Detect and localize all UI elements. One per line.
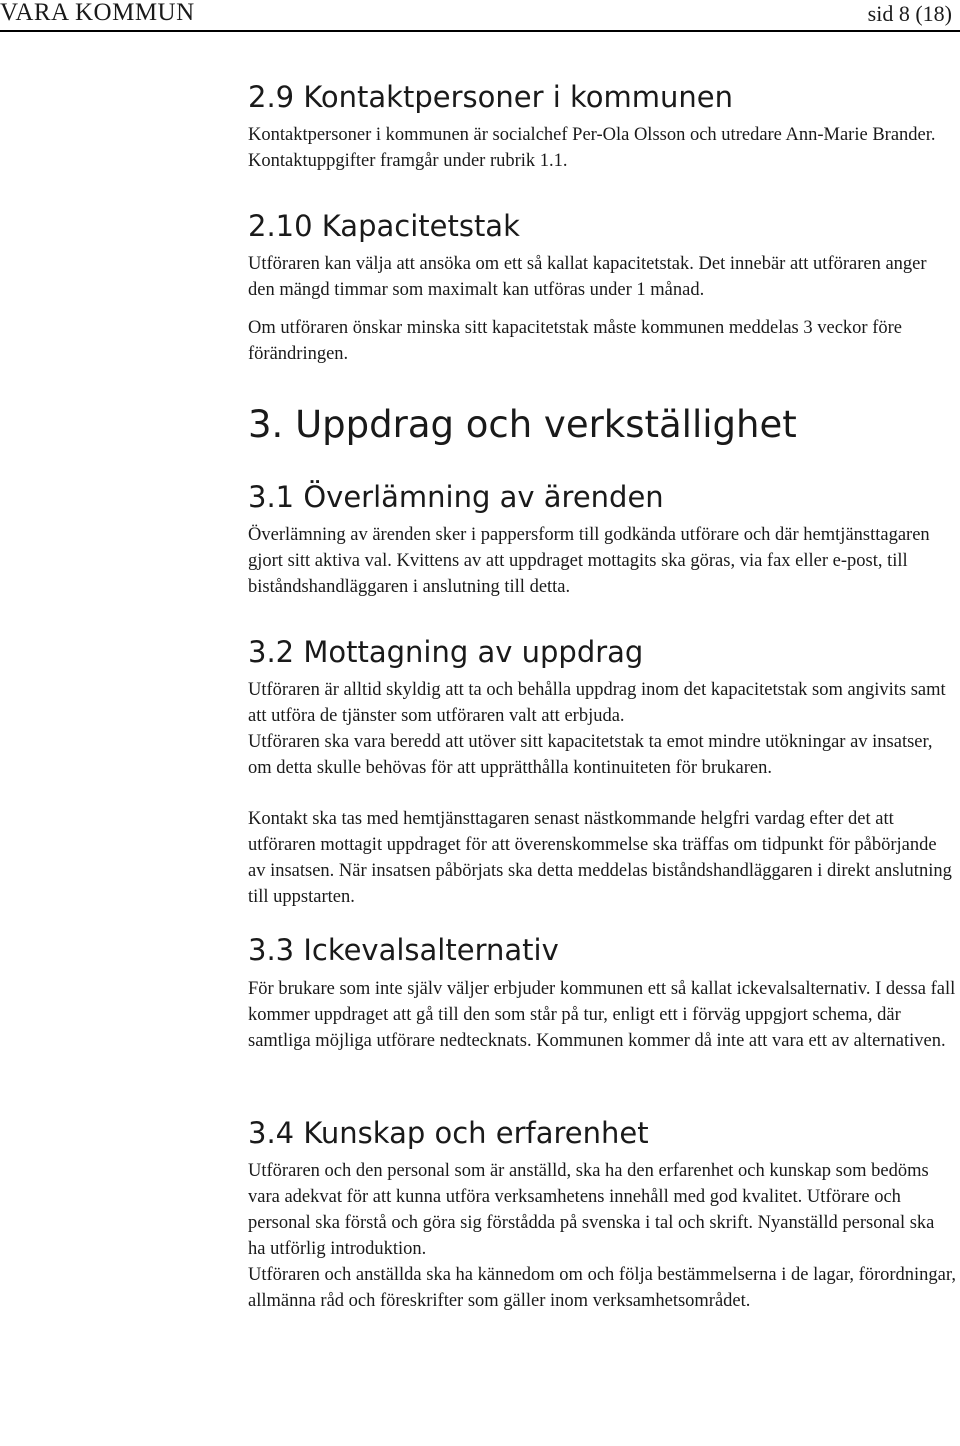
section-2-10-paragraph-1: Utföraren kan välja att ansöka om ett så kallat kapacitetstak. Det innebär att utföraren anger den mängd timmar som maximalt kan utföras under 1 månad. <box>248 254 927 300</box>
section-3-4-paragraph-1: Utföraren och den personal som är anställd, ska ha den erfarenhet och kunskap som bedöms vara adekvat för att kunna utföra verksamhetens innehåll med god kvalitet. Utförare och personal ska förstå och göra sig förstådda på svenska i tal och skrift. Nyanställd personal ska ha utförlig introduktion. <box>248 1161 935 1259</box>
section-heading-3-2: 3.2 Mottagning av uppdrag <box>248 635 644 669</box>
section-2-10-paragraph-2: Om utföraren önskar minska sitt kapacitetstak måste kommunen meddelas 3 veckor före förändringen. <box>248 318 902 364</box>
chapter-heading-3: 3. Uppdrag och verkställighet <box>248 403 797 446</box>
section-3-2-paragraph-2: Utföraren ska vara beredd att utöver sitt kapacitetstak ta emot mindre utökningar av insatser, om detta skulle behövas för att upprätthålla kontinuiteten för brukaren. <box>248 732 933 778</box>
section-3-2-paragraph-3: Kontakt ska tas med hemtjänsttagaren senast nästkommande helgfri vardag efter det att utföraren mottagit uppdraget för att överenskommelse ska träffas om tidpunkt för påbörjande av insatsen. När insatsen påbörjats ska detta meddelas biståndshandläggaren i direkt anslutning till uppstarten. <box>248 809 952 907</box>
section-3-3-paragraph: För brukare som inte själv väljer erbjuder kommunen ett så kallat ickevalsalternativ. I dessa fall kommer uppdraget att gå till den som står på tur, enligt ett i förväg uppgjort schema, där samtliga möjliga utförare nedtecknats. Kommunen kommer då inte att vara ett av alternativen. <box>248 979 956 1051</box>
section-3-4-paragraph-2: Utföraren och anställda ska ha kännedom om och följa bestämmelserna i de lagar, förordningar, allmänna råd och föreskrifter som gäller inom verksamhetsområdet. <box>248 1265 956 1311</box>
page-number: sid 8 (18) <box>867 1 952 26</box>
organization-name: VARA KOMMUN <box>0 0 195 26</box>
section-heading-2-10: 2.10 Kapacitetstak <box>248 209 520 243</box>
section-3-1-paragraph: Överlämning av ärenden sker i pappersform till godkända utförare och där hemtjänsttagaren gjort sitt aktiva val. Kvittens av att uppdraget mottagits ska göras, via fax eller e-post, till biståndshandläggaren i anslutning till detta. <box>248 525 930 597</box>
section-3-2-paragraph-1: Utföraren är alltid skyldig att ta och behålla uppdrag inom det kapacitetstak som angivits samt att utföra de tjänster som utföraren valt att erbjuda. <box>248 680 946 726</box>
section-heading-3-1: 3.1 Överlämning av ärenden <box>248 480 664 514</box>
section-heading-3-3: 3.3 Ickevalsalternativ <box>248 933 559 967</box>
section-2-9-paragraph: Kontaktpersoner i kommunen är socialchef Per-Ola Olsson och utredare Ann-Marie Brander. Kontaktuppgifter framgår under rubrik 1.1. <box>248 125 936 171</box>
section-heading-3-4: 3.4 Kunskap och erfarenhet <box>248 1116 649 1150</box>
page-header <box>0 0 960 32</box>
section-heading-2-9: 2.9 Kontaktpersoner i kommunen <box>248 80 733 114</box>
